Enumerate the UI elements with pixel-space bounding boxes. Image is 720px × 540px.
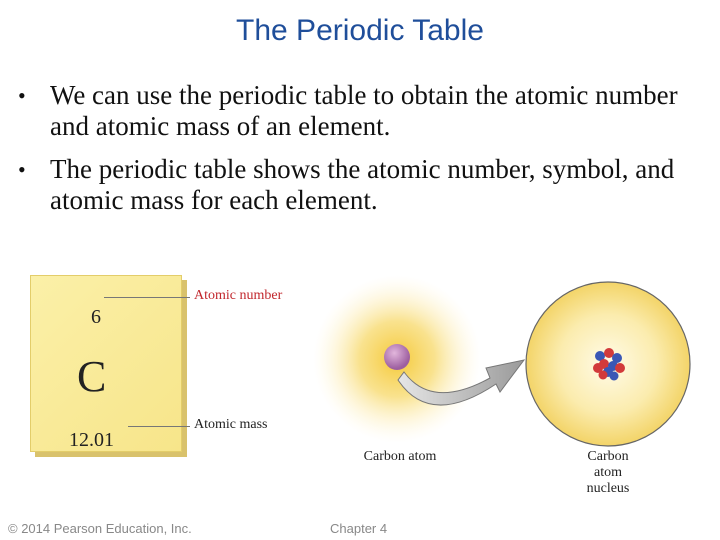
carbon-atom-label: Carbon atom — [363, 449, 437, 464]
bullet-dot: • — [18, 157, 26, 182]
bullet-list — [14, 80, 704, 228]
tile-symbol: C — [77, 352, 107, 401]
atomic-number-label: Atomic number — [194, 288, 283, 303]
slide-title: The Periodic Table — [236, 14, 484, 47]
bullet-item — [14, 80, 704, 142]
atom-dot — [384, 344, 410, 370]
bullet-text: The periodic table shows the atomic number, symbol, and atomic mass for each element. — [50, 154, 675, 215]
copyright-footer: © 2014 Pearson Education, Inc. — [8, 521, 192, 536]
tile-atomic-number: 6 — [91, 306, 101, 328]
tile-atomic-mass: 12.01 — [69, 429, 114, 451]
atomic-mass-label: Atomic mass — [194, 417, 268, 432]
nucleus-label: Carbon atom nucleus — [586, 449, 630, 496]
bullet-text: We can use the periodic table to obtain the atomic number and atomic mass of an element. — [50, 80, 678, 141]
bullet-dot: • — [18, 83, 26, 108]
bullet-item — [14, 154, 704, 216]
carbon-figure — [0, 260, 720, 510]
chapter-footer: Chapter 4 — [330, 521, 388, 536]
